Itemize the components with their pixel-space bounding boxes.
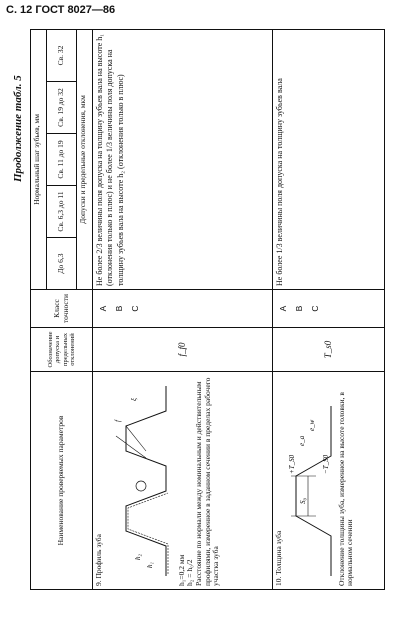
class-a: А [98,305,108,312]
row-thickness-symbol: T_s0 [273,328,385,372]
class-b: В [114,305,125,312]
fig-label-tplus: +T_S0 [287,454,296,474]
row-thickness-title: 10. Толщина зуба [274,530,283,586]
class-c: С [130,305,141,312]
fig-label-ew: e_w [307,419,316,431]
thickness-figure [286,376,336,586]
page-header: С. 12 ГОСТ 8027—86 [6,4,116,16]
row-profile-desc: Расстояние по нормали между номинальным и действительным профилями, измеренное в заданном сечении в пределах рабочего участка зуба [193,377,221,586]
row-profile-title: 9. Профиль зуба [94,534,103,586]
fig-label-tminus: −T_S0 [321,454,330,474]
row-thickness-tolerance: Не более 1/3 величины поля допуска на толщину зубьев вала [273,29,385,289]
fig-label-h2: h₂ [133,554,142,560]
col-header-pitch: Нормальный шаг зубьев, мм [31,29,47,289]
range-1: До 6,3 [47,238,77,290]
row-profile-tolerance: Не более 2/3 величины поля допуска на толщину зубьев вала на высоте h₁ (отклонения только в плюс) и не более 1/3 величины поля допуска на толщину зубьев вала на высоте h₂ (отклонения только в плюс) [93,29,273,289]
row-profile-classes [93,290,273,328]
tolerance-table [30,29,385,590]
col-header-param: Наименование проверяемых параметров [31,372,93,590]
col-header-symbol: Обозначение допуска и предельных отклонений [31,328,93,372]
formula-h1: h₁=0,2 мм [176,554,186,586]
class-a: А [278,305,288,312]
profile-figure [106,376,176,586]
col-header-class: Класс точности [31,290,93,328]
fig-label-s0: S₀ [298,498,307,504]
formula-h2: h₂ = h₀/2 [185,559,195,586]
class-b: В [294,305,305,312]
range-5: Св. 32 [47,29,77,81]
range-4: Св. 19 до 32 [47,82,77,134]
range-3: Св. 11 до 19 [47,134,77,186]
row-thickness-param [273,372,385,590]
fig-label-ea: e_a [297,435,306,446]
row-profile-param [93,372,273,590]
row-profile-symbol: f_f0 [93,328,273,372]
row-thickness-classes [273,290,385,328]
fig-label-xi: ξ [129,398,138,401]
table-continuation-label: Продолжение табл. 5 [12,75,24,182]
row-thickness-desc: Отклонение толщины зуба, измеренное на высоте головки, в нормальном сечении [336,392,355,586]
rotated-table-area [0,25,408,620]
col-header-sub: Допуски и предельные отклонения, мкм [77,29,93,289]
fig-label-f: f [113,420,122,422]
class-c: С [310,305,321,312]
range-2: Св. 6,3 до 11 [47,186,77,238]
fig-label-h1: h₁ [145,562,154,568]
